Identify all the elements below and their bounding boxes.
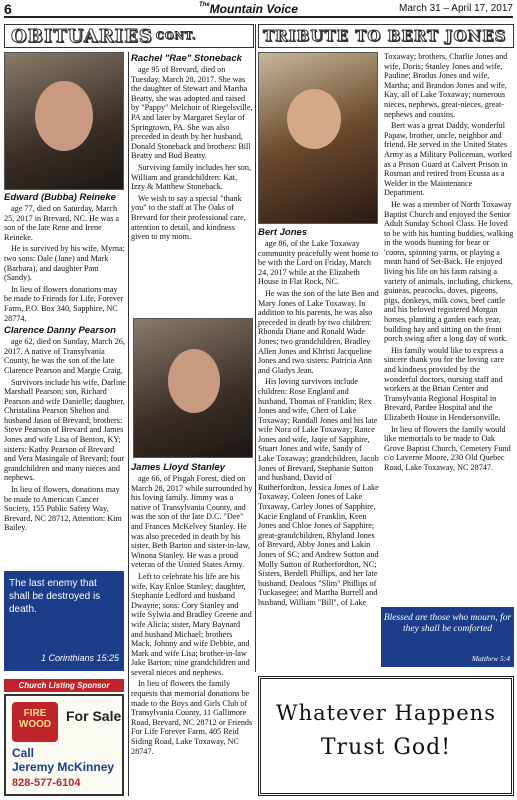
tribute-banner — [258, 24, 514, 48]
edward-para: In lieu of flowers donations may be made to Friends for Life, Forever Farm, P.O. Box 340, Sapphire, NC 28774. — [4, 284, 124, 323]
tribute-para: His family would like to express a sincere thank you for the loving care and kindness provided by the wonderful doctors, nursing staff and workers at the Brian Center and Transylvania Regional Hospital in Brevard, Pardee Hospital and the Elizabeth House in Hendersonville. — [384, 345, 505, 422]
tribute-para: He was a member of North Toxaway Baptist Church and enjoyed the Senior Adult Sunday School Class. He loved to be with his hunting buddies, walking in the woods hunting for bear or 'coons, spinning yarns, or playing a mean hand of Set-Back. He enjoyed living his life on his farm raising a variety of animals, including, chickens, guineas, peacocks, doves, pigeons, pigs, donkeys, milk cows, beef cattle and his beloved registered Morgan horses, planting a garden each year, building hay and sitting on the front porch swing after a long day of work. — [384, 199, 514, 344]
tribute-para: age 86, of the Lake Toxaway community peacefully went home to be with the Lord on Friday, March 24, 2017 while at the Elizabeth House in Flat Rock, NC. — [258, 239, 379, 287]
tribute-para: Bert was a great Daddy, wonderful Papaw, brother, uncle, neighbor and friend. He served in the United States Army as a Military Policeman, worked as a Prison Guard at Calvert Prison in Rosman and retired from Ecusta as a Welder in the Maintenance Department. — [384, 121, 512, 198]
obit-column-1 — [4, 191, 126, 566]
james-stanley-photo — [133, 318, 253, 458]
tribute-para: He was the son of the late Ben and Mary Jones of Lake Toxaway. In addition to his parents, he was also preceded in death by two children: Rhonda Diane and Ronald Wade Jones; two grandchildren, Bradley Allen Jones and Khristi Jacqueline Jones and two sisters: Patricia Ann and Gladys Jean. — [258, 288, 379, 375]
phone-number: 828-577-6104 — [12, 777, 81, 789]
quote-text: Blessed are those who mourn, for they shall be comforted — [383, 613, 512, 634]
rachel-para: age 95 of Brevard, died on Tuesday, March 28, 2017. She was the daughter of Stewart and Martha Beatty, she was adopted and raised by "Pappy" Melchoir of Riegelsville, PA and later by Margaret Seylar of Springtown, PA. She was also preceded in death by her husband, Donald Stoneback and brothers: Bill Beatty and Bud Beatty. — [131, 65, 253, 161]
tribute-para: In lieu of flowers the family would like memorials to be made to Oak Grove Baptist Church, Cemetery Fund c/o Laverne Moore, 230 Old Quebec Road, Lake Toxaway, NC 28747. — [384, 424, 511, 472]
rachel-name: Rachel "Rae" Stoneback — [131, 53, 242, 64]
sponsor-header: Church Listing Sponsor — [4, 679, 124, 692]
quote-reference: Matthew 5:4 — [471, 654, 510, 663]
james-para: Left to celebrate his life are his wife, Kay Enloe Stanley; daughter, Stephanie Ledford and husband Dwayne; sons: Cory Stanley and wife Sylwia and Bradley Greene and wife Alicia; sister, Mary Baynard and husband Michael; brothers Mack, Johnny and wife Debbie, and Mark and wife Lisa; brother-in-law Jake Barton; nine grandchildren and several nieces and nephews. — [131, 571, 252, 677]
tribute-column-2 — [384, 52, 514, 604]
james-name: James Lloyd Stanley — [131, 462, 225, 473]
column-divider — [128, 52, 129, 796]
james-obituary — [131, 461, 253, 796]
tribute-para: His loving survivors include children: Rose England and husband, Thomas of Franklin; Rex Jones and wife, Cheri of Lake Toxaway; Randall Jones and his late wife Nora of Lake Toxaway; Rance Jones and wife, Jaqie of Sapphire, Stuart Jones and wife, Sandy of Lake Toxaway; grandchildren, Jacob Jones of Brevard, Stephanie Sutton and husband, David of Rutherfordton, Jessica Jones of Lake Toxaway, Coleen Jones of Lake Toxaway, Carley Jones of Sapphire, Kacie England of Franklin, Keen Jones and Chloe Jones of Sapphire; great-grandchildren, Rhyland Jones of Brevard, Abby Jones and Lakin Jones of SC; and Andrew Sutton and Molly Sutton of Rutherfordton, NC; Sisters, Berdell Phillips, and her late husband, Dealous "Slim" Phillips of Tuckasegee; and Martha Burrell and husband, William "Bill", of Lake — [258, 377, 379, 607]
rachel-obituary — [131, 52, 253, 315]
page-number: 6 — [4, 1, 12, 17]
rachel-para: We wish to say a special "thank you" to the staff at The Oaks of Brevard for their professional care, attention to detail, and kindness given to my mom. — [131, 193, 246, 242]
firewood-ad — [4, 694, 124, 796]
page-header — [4, 2, 513, 18]
clarence-para: age 62, died on Sunday, March 26, 2017. A native of Transylvania County, he was the son of the late Clarence Pearson and Margie Craig. — [4, 337, 125, 375]
verse-reference: 1 Corinthians 15:25 — [40, 653, 119, 663]
trust-line-2: Trust God! — [320, 735, 452, 760]
masthead-title: Mountain Voice — [209, 2, 298, 16]
clarence-para: In lieu of flowers, donations may be made to American Cancer Society, 155 Public Safety Way, Brevard, NC 28712, Attention: Kim Bailey. — [4, 485, 122, 533]
rachel-para: Surviving family includes her son, William and grandchildren: Kat, Izzy & Matthew Stoneback. — [131, 162, 252, 192]
bert-name: Bert Jones — [258, 227, 308, 238]
james-para: age 66, of Pisgah Forest, died on March 28, 2017 while surrounded by his loving family. Jimmy was a native of Transylvania County, and was the son of the late D.C. "Dee" and Frances McKelvey Stanley. He was also preceded in death by his sister, Beth Barton and sister-in-law, Winona Stanley. He was a proud veteran of the United States Army. — [131, 474, 253, 570]
contact-name: Jeremy McKinney — [12, 760, 115, 774]
obituaries-title: OBITUARIES — [11, 25, 153, 47]
trust-god-ad — [258, 676, 514, 796]
clarence-name: Clarence Danny Pearson — [4, 325, 116, 337]
edward-para: age 77, died on Saturday, March 25, 2017 in Brevard, NC. He was a son of the late Rene and Irene Reineke. — [4, 204, 120, 242]
bert-jones-photo — [258, 52, 378, 224]
obituaries-banner — [4, 24, 254, 48]
issue-date: March 31 – April 17, 2017 — [399, 3, 513, 14]
column-divider — [255, 24, 256, 672]
for-sale-text: For Sale — [66, 708, 122, 724]
verse-text: The last enemy that shall be destroyed is death. — [9, 578, 101, 615]
clarence-para: Survivors include his wife, Darline Marshall Pearson; son, Richard Pearson and wife Danielle; daughter, Christalina Pearson Shelton and husband Jason of Brevard; brothers: Steve Pearson of Brevard and James Jones and wife Lisa of Benton, KY; sisters: Kathy Pearson of Brevard and Vera Masingale of Brevard; four grandchildren and many nieces and nephews. — [4, 377, 126, 483]
masthead — [199, 2, 298, 16]
obituaries-cont: CONT. — [155, 30, 197, 42]
tribute-title: TRIBUTE TO BERT JONES — [263, 27, 507, 45]
edward-name: Edward (Bubba) Reineke — [4, 192, 116, 203]
call-label: Call — [12, 746, 35, 760]
firewood-logo: FIRE WOOD — [12, 702, 58, 742]
call-contact — [12, 746, 114, 774]
edward-reineke-photo — [4, 52, 124, 190]
verse-box — [4, 571, 124, 671]
edward-para: He is survived by his wife, Myrna; two sons: Dale (Jane) and Mark (Barbara), and daughter Pam (Sandy). — [4, 244, 125, 283]
trust-line-1: Whatever Happens — [276, 701, 496, 725]
beatitude-quote-box — [381, 607, 514, 667]
masthead-prefix: The — [199, 2, 210, 8]
james-para: In lieu of flowers the family requests that memorial donations be made to the Boys and Girls Club of Transylvania County, 11 Gallimore Road, Brevard, NC 28712 or Friends For Life Forever Farm, 405 Reid Siding Road, Lake Toxaway, NC 28747. — [131, 679, 253, 756]
tribute-para: Toxaway; brothers, Charlie Jones and wife, Doris; Stanley Jones and wife, Pauline; Brodus Jones and wife, Martha; and Brandon Jones and wife, Kay, all of Lake Toxaway; numerous nieces, nephews, great-nieces, great-nephews and cousins. — [384, 52, 508, 119]
